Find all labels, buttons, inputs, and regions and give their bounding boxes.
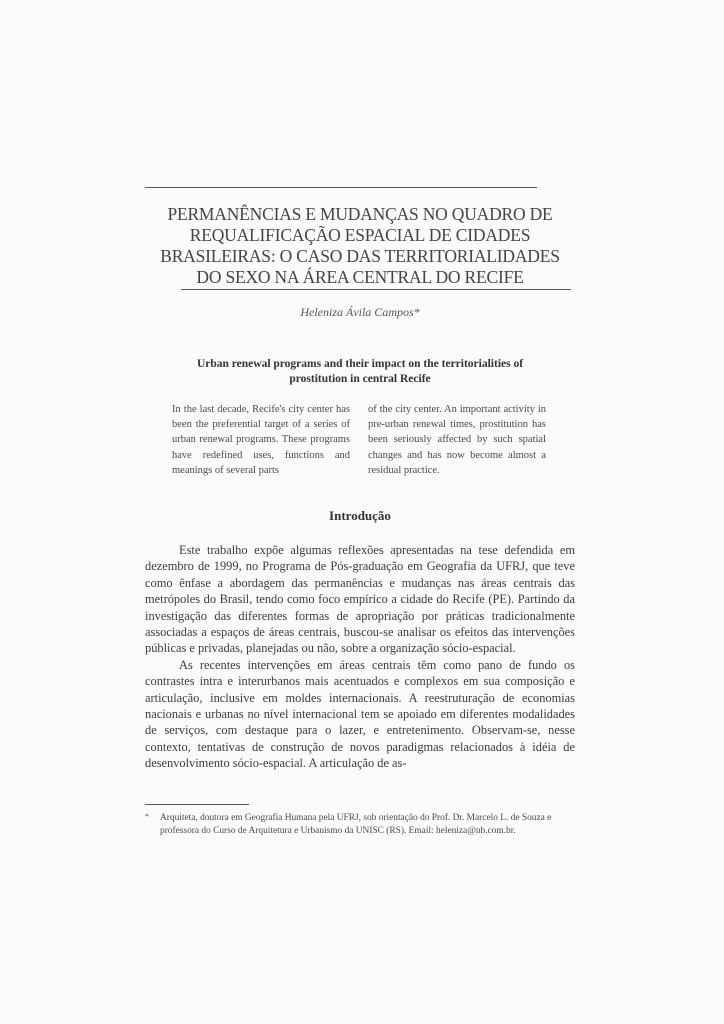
footnote: [145, 812, 575, 839]
abstract-column-left: In the last decade, Recife's city center has been the preferential target of a series of urban renewal programs. These programs have redefined uses, functions and meanings of several parts: [172, 404, 350, 476]
title-bottom-rule: [181, 289, 571, 290]
section-heading: Introdução: [329, 508, 391, 523]
title-top-rule: [145, 187, 537, 188]
author-name: Heleniza Ávila Campos*: [300, 305, 420, 319]
paragraph: Este trabalho expõe algumas reflexões apresentadas na tese defendida em dezembro de 1999, no Programa de Pós-graduação em Geografia da UFRJ, que teve como ênfase a abordagem das permanências e mudanças nas áreas centrais das metrópoles do Brasil, tendo como foco empírico a cidade do Recife (PE). Partindo da investigação das diferentes formas de apropriação por práticas tradicionalmente associadas a espaços de áreas centrais, buscou-se analisar os efeitos das intervenções públicas e privadas, planejadas ou não, sobre a organização sócio-espacial.: [145, 543, 575, 656]
paragraph: As recentes intervenções em áreas centrais têm como pano de fundo os contrastes intra e interurbanos mais acentuados e complexos em sua composição e articulação, inclusive em moldes internacionais. A reestruturação de economias nacionais e urbanas no nível internacional tem se apoiado em diferentes modalidades de serviços, com destaque para o lazer, e entretenimento. Observam-se, nesse contexto, tentativas de construção de novos paradigmas relacionados à idéia de desenvolvimento sócio-espacial. A articulação de as-: [145, 657, 575, 771]
abstract-title: Urban renewal programs and their impact on the territorialities of prostitution in central Recife: [196, 358, 524, 385]
footnote-rule: [145, 804, 249, 805]
body-text: [145, 542, 575, 772]
abstract-column-right: of the city center. An important activity in pre-urban renewal times, prostitution has been seriously affected by such spatial changes and has now become almost a residual practice.: [368, 404, 546, 476]
footnote-marker: *: [145, 812, 149, 821]
paper-title: PERMANÊNCIAS E MUDANÇAS NO QUADRO DE REQUALIFICAÇÃO ESPACIAL DE CIDADES BRASILEIRAS: O CASO DAS TERRITORIALIDADES DO SEXO NA ÁREA CENTRAL DO RECIFE: [160, 204, 560, 287]
footnote-text: Arquiteta, doutora em Geografia Humana pela UFRJ, sob orientação do Prof. Dr. Marcelo L. de Souza e professora do Curso de Arquitetura e Urbanismo da UNISC (RS). Email: heleniza@nb.com.br.: [160, 813, 552, 837]
